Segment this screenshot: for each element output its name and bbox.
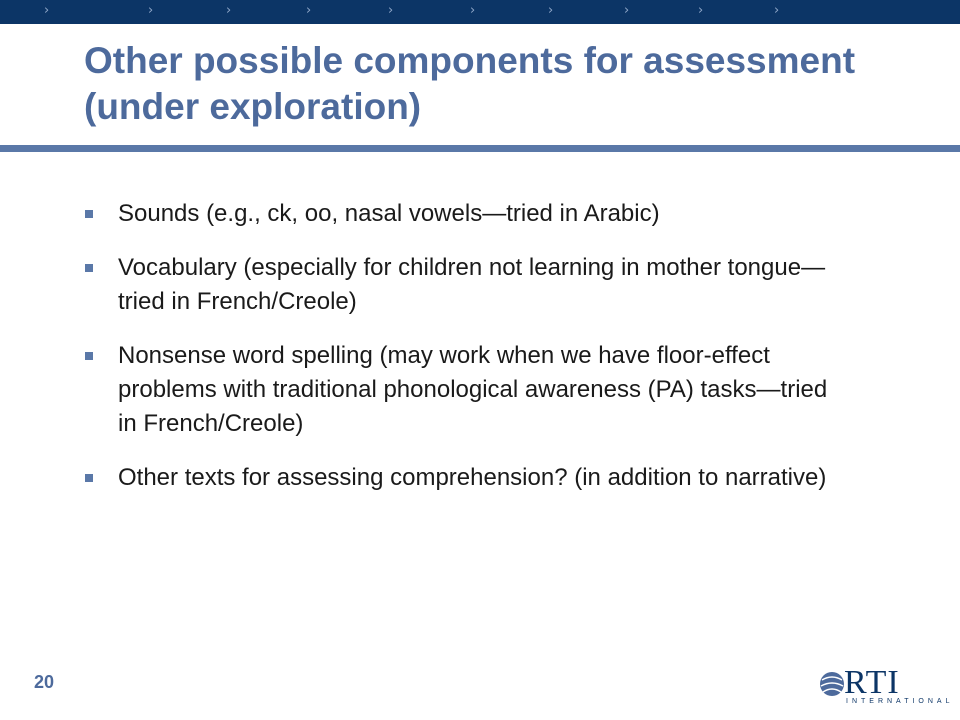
- chevron-right-icon: ›: [44, 3, 50, 18]
- chevron-right-icon: ›: [774, 3, 780, 18]
- bullet-text: Nonsense word spelling (may work when we have floor-effect problems with traditional phonological awareness (PA) tasks—tried in French/Creole): [118, 342, 828, 437]
- square-bullet-icon: [85, 474, 93, 482]
- bullet-item: [85, 461, 845, 495]
- title-divider: [0, 145, 960, 152]
- bullet-text: Other texts for assessing comprehension? (in addition to narrative): [118, 464, 827, 491]
- top-header-bar: [0, 0, 960, 24]
- chevron-right-icon: ›: [624, 3, 630, 18]
- slide-number: 20: [34, 672, 55, 692]
- square-bullet-icon: [85, 264, 93, 272]
- bullet-text: Vocabulary (especially for children not learning in mother tongue—tried in French/Creole): [118, 254, 826, 315]
- bullet-list: [85, 197, 845, 515]
- chevron-right-icon: ›: [226, 3, 232, 18]
- logo-wordmark: RTI: [844, 664, 900, 701]
- rti-logo: [818, 664, 954, 710]
- slide-title: Other possible components for assessment (under exploration): [84, 40, 856, 127]
- bullet-item: [85, 339, 845, 441]
- bullet-text: Sounds (e.g., ck, oo, nasal vowels—tried in Arabic): [118, 200, 660, 227]
- square-bullet-icon: [85, 210, 93, 218]
- chevron-right-icon: ›: [148, 3, 154, 18]
- chevron-right-icon: ›: [470, 3, 476, 18]
- bullet-item: [85, 251, 845, 319]
- square-bullet-icon: [85, 352, 93, 360]
- chevron-right-icon: ›: [306, 3, 312, 18]
- bullet-item: [85, 197, 845, 231]
- chevron-right-icon: ›: [698, 3, 704, 18]
- chevron-right-icon: ›: [388, 3, 394, 18]
- chevron-right-icon: ›: [548, 3, 554, 18]
- logo-subtitle: INTERNATIONAL: [846, 698, 954, 705]
